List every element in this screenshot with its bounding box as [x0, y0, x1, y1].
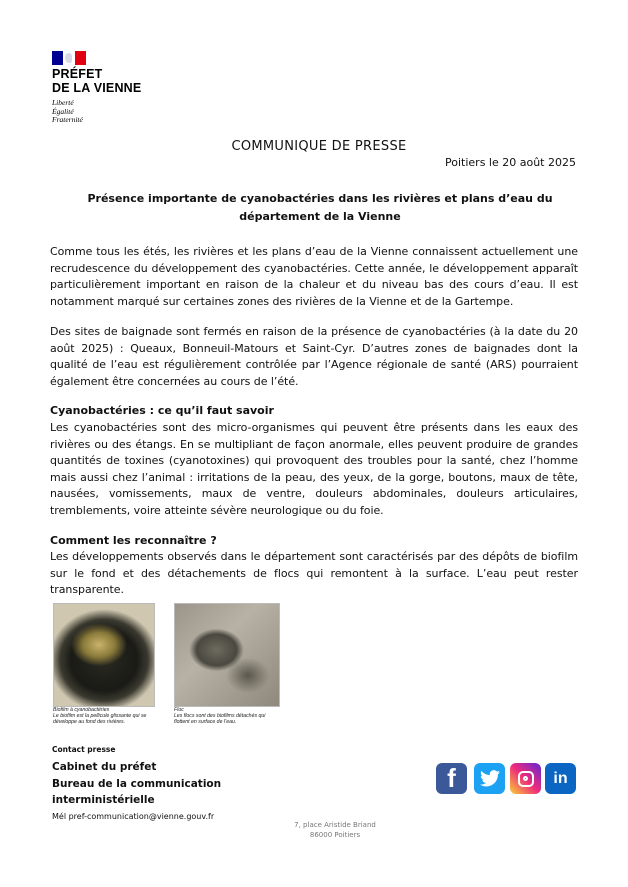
- contact-line-1: Cabinet du préfet: [52, 761, 157, 773]
- paragraph-4: Les développements observés dans le département sont caractérisés par des dépôts de biofilm sur le fond et des détachements de flocs qui remontent à la surface. L’eau peut rester transparente.: [50, 550, 578, 596]
- contact-line-2: Bureau de la communication: [52, 777, 222, 790]
- instagram-camera-icon: [518, 771, 534, 787]
- biofilm-caption: [53, 707, 155, 725]
- address-line-2: 86000 Poitiers: [309, 831, 361, 839]
- instagram-icon[interactable]: [510, 763, 541, 794]
- twitter-bird-icon: [480, 770, 500, 787]
- motto-egalite: Égalité: [52, 106, 74, 116]
- facebook-icon[interactable]: [436, 763, 467, 794]
- paragraph-3: Les cyanobactéries sont des micro-organismes qui peuvent être présents dans les eaux des rivières ou des étangs. En se multipliant de façon anormale, elles peuvent produire de grandes quantités de toxines (cyanotoxines) qui provoquent des troubles pour la santé, chez l’homme mais aussi chez l’animal : irritations de la peau, des yeux, de la gorge, boutons, maux de tête, nausées, vomissements, maux de ventre, douleurs abdominales, douleurs articulaires, tremblements, voire atteinte sévère neurologique ou du foie.: [50, 421, 578, 517]
- section-heading-cyanobacteries: Cyanobactéries : ce qu’il faut savoir: [50, 404, 274, 417]
- motto-fraternite: Fraternité: [52, 115, 83, 124]
- contact-email[interactable]: Mél pref-communication@vienne.gouv.fr: [52, 812, 215, 821]
- biofilm-caption-text: Le biofilm est la pellicule glissante qui se développe au fond des rivières.: [53, 713, 147, 725]
- contact-label: Contact presse: [52, 745, 116, 754]
- marianne-icon: [65, 53, 72, 63]
- motto: [52, 99, 83, 125]
- section-heading-reconnaitre: Comment les reconnaître ?: [50, 534, 217, 547]
- contact-line-3: interministérielle: [52, 794, 155, 806]
- linkedin-glyph: in: [553, 769, 568, 787]
- prefecture-logo-text: [52, 67, 141, 95]
- biofilm-photo: [53, 603, 155, 707]
- address-block: [240, 820, 430, 840]
- floc-caption-title: Floc: [174, 707, 184, 713]
- document-title: Présence importante de cyanobactéries dans les rivières et plans d’eau du département de la Vienne: [87, 192, 553, 223]
- paragraph-1: Comme tous les étés, les rivières et les plans d’eau de la Vienne connaissent actuellement une recrudescence du développement des cyanobactéries. Cette année, le développement apparaît particulièrement important en raison de la chaleur et du niveau bas des cours d’eau. Il est notamment marqué sur certaines zones des rivières de la Vienne et de la Gartempe.: [50, 245, 578, 308]
- document-date: Poitiers le 20 août 2025: [445, 156, 576, 169]
- document-type: COMMUNIQUE DE PRESSE: [231, 139, 407, 154]
- republique-flag-icon: [52, 51, 86, 65]
- facebook-glyph: f: [447, 763, 456, 793]
- floc-caption: [174, 707, 280, 725]
- paragraph-2: Des sites de baignade sont fermés en raison de la présence de cyanobactéries (à la date du 20 août 2025) : Queaux, Bonneuil-Matours et Saint-Cyr. D’autres zones de baignades dont la qualité de l’eau est régulièrement contrôlée par l’Agence régionale de santé (ARS) pourraient également être concernées au cours de l’été.: [50, 325, 578, 388]
- floc-photo: [174, 603, 280, 707]
- linkedin-icon[interactable]: [545, 763, 576, 794]
- logo-line-2: DE LA VIENNE: [52, 81, 142, 95]
- floc-caption-text: Les flocs sont des biofilms détachés qui flottent en surface de l’eau.: [174, 713, 266, 725]
- contact-block: [52, 759, 221, 809]
- address-line-1: 7, place Aristide Briand: [294, 821, 376, 829]
- logo-line-1: PRÉFET: [52, 67, 103, 81]
- biofilm-caption-title: Biofilm à cyanobactéries: [53, 707, 110, 713]
- motto-liberte: Liberté: [52, 98, 74, 107]
- twitter-icon[interactable]: [474, 763, 505, 794]
